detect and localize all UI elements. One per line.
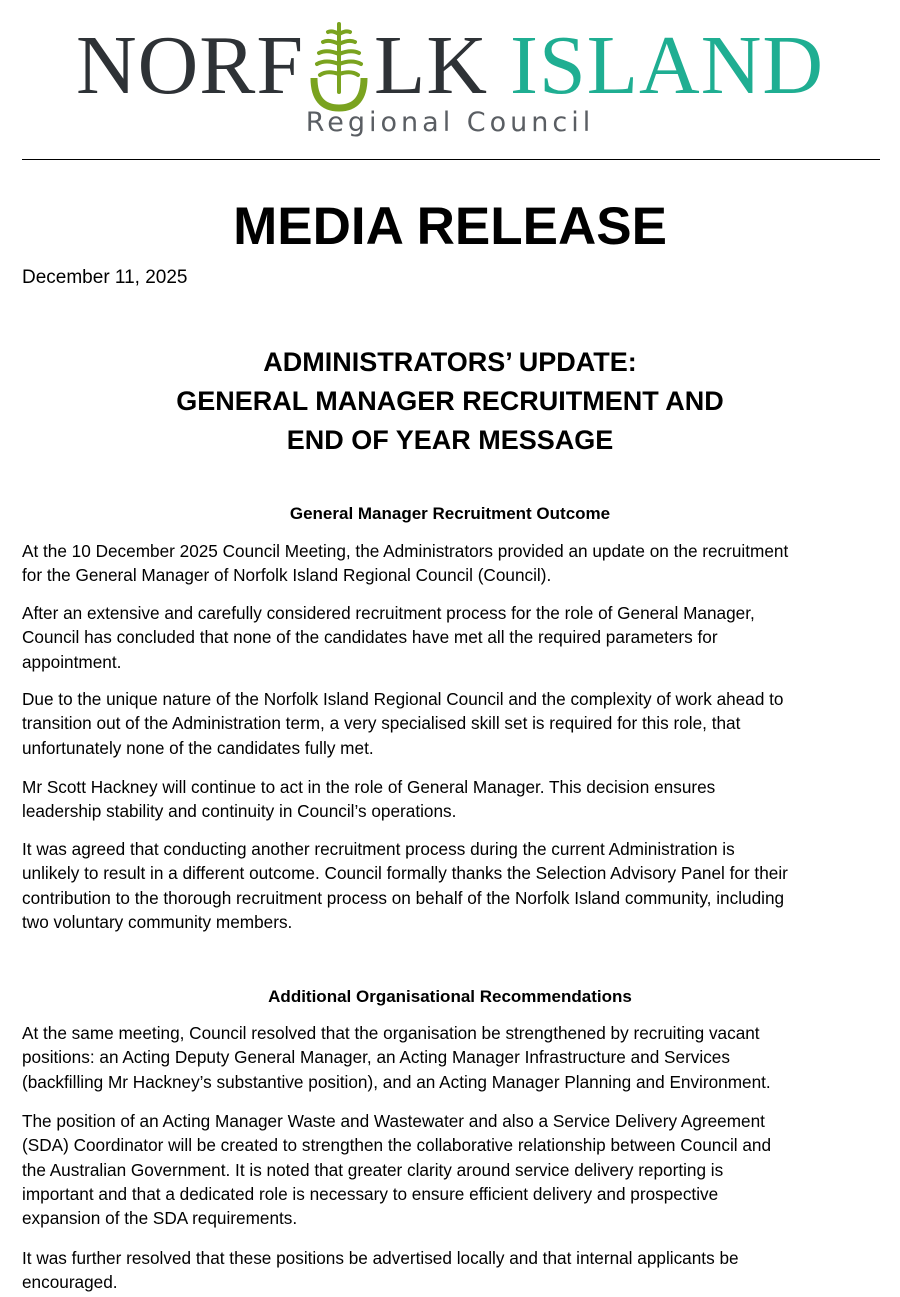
headline-line: GENERAL MANAGER RECRUITMENT AND — [176, 386, 724, 416]
release-date: December 11, 2025 — [22, 267, 188, 288]
text-line: unfortunately none of the candidates fully met. — [22, 737, 374, 758]
text-line: for the General Manager of Norfolk Island Regional Council (Council). — [22, 565, 552, 586]
text-line: At the 10 December 2025 Council Meeting, the Administrators provided an update on the recruitment — [22, 541, 789, 561]
text-line: positions: an Acting Deputy General Manager, an Acting Manager Infrastructure and Services — [22, 1047, 730, 1068]
section-heading-organisational-recommendations: Additional Organisational Recommendations — [268, 987, 632, 1006]
text-line: expansion of the SDA requirements. — [22, 1208, 298, 1229]
text-line: unlikely to result in a different outcome. Council formally thanks the Selection Advisory Panel for their — [22, 863, 788, 884]
section-heading-recruitment-outcome: General Manager Recruitment Outcome — [289, 504, 611, 523]
logo-wordmark — [0, 18, 900, 114]
text-line: important and that a dedicated role is necessary to ensure efficient delivery and prospective — [22, 1183, 719, 1204]
logo-word-norf: NORF — [75, 19, 305, 112]
text-line: It was agreed that conducting another recruitment process during the current Administration is — [22, 839, 735, 859]
logo-subtitle: Regional Council — [305, 107, 595, 138]
paragraph — [22, 837, 882, 934]
text-line: encouraged. — [22, 1272, 118, 1293]
fern-frond-icon — [304, 18, 374, 114]
paragraph — [22, 1109, 882, 1230]
text-line: After an extensive and carefully considered recruitment process for the role of General Manager, — [22, 603, 755, 623]
text-line: Due to the unique nature of the Norfolk Island Regional Council and the complexity of work ahead to — [22, 689, 784, 709]
paragraph — [22, 601, 882, 674]
logo-word-lk: LK — [374, 19, 489, 112]
text-line: Council has concluded that none of the candidates have met all the required parameters for — [22, 627, 718, 648]
release-headline — [0, 343, 900, 460]
paragraph — [22, 775, 882, 824]
council-logo — [0, 0, 900, 160]
logo-word-island: ISLAND — [510, 19, 825, 112]
headline-line: ADMINISTRATORS’ UPDATE: — [263, 347, 637, 377]
text-line: leadership stability and continuity in Council’s operations. — [22, 801, 457, 822]
text-line: appointment. — [22, 651, 122, 672]
paragraph — [22, 687, 882, 760]
text-line: (backfilling Mr Hackney’s substantive position), and an Acting Manager Planning and Environment. — [22, 1071, 771, 1092]
paragraph — [22, 539, 882, 588]
text-line: contribution to the thorough recruitment process on behalf of the Norfolk Island community, including — [22, 887, 785, 908]
headline-line: END OF YEAR MESSAGE — [286, 425, 614, 455]
text-line: The position of an Acting Manager Waste and Wastewater and also a Service Delivery Agreement — [22, 1111, 765, 1131]
text-line: two voluntary community members. — [22, 911, 293, 932]
text-line: It was further resolved that these positions be advertised locally and that internal applicants be — [22, 1248, 739, 1268]
text-line: At the same meeting, Council resolved that the organisation be strengthened by recruiting vacant — [22, 1023, 760, 1043]
page-title: MEDIA RELEASE — [233, 197, 667, 256]
text-line: Mr Scott Hackney will continue to act in the role of General Manager. This decision ensures — [22, 777, 716, 797]
text-line: (SDA) Coordinator will be created to strengthen the collaborative relationship between Council and — [22, 1135, 772, 1156]
text-line: transition out of the Administration term, a very specialised skill set is required for this role, that — [22, 713, 741, 734]
text-line: the Australian Government. It is noted that greater clarity around service delivery reporting is — [22, 1159, 724, 1180]
paragraph — [22, 1246, 882, 1295]
header-divider — [22, 159, 880, 160]
paragraph — [22, 1021, 882, 1094]
